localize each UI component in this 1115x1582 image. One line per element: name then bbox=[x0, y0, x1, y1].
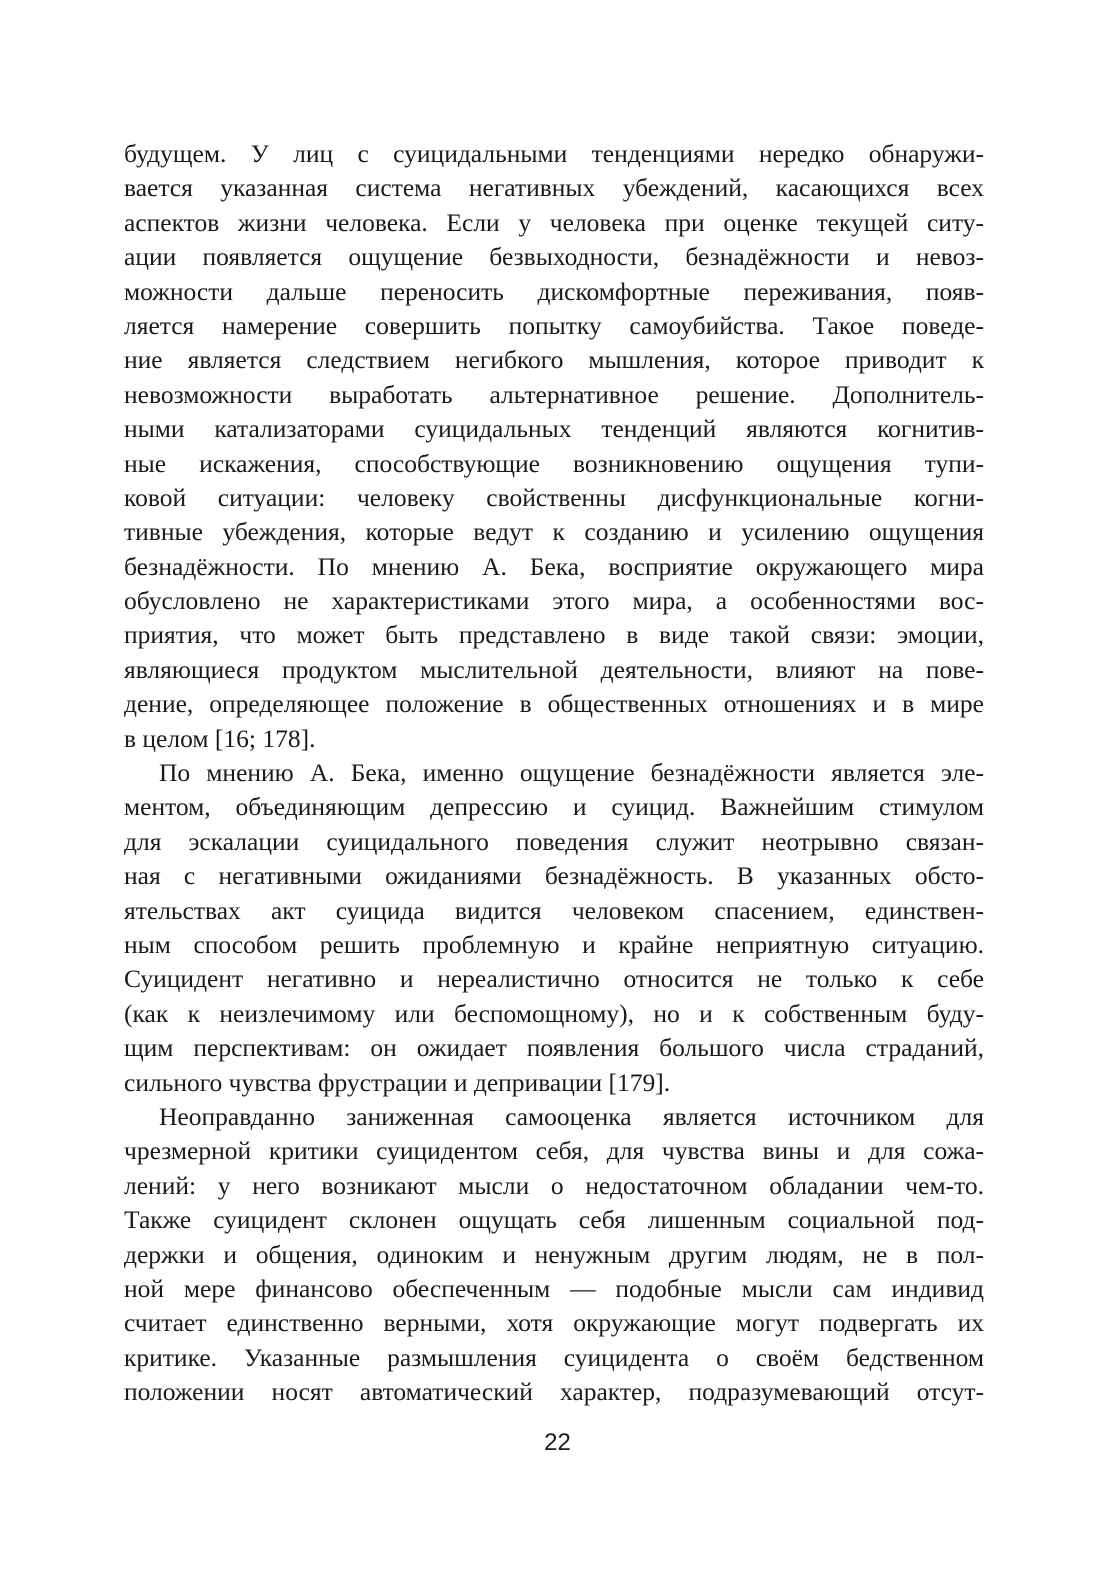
text-line: ным способом решить проблемную и крайне неприятную ситуацию. bbox=[124, 929, 984, 959]
text-line: положении носят автоматический характер, подразумевающий отсут- bbox=[124, 1377, 984, 1407]
paragraph-3 bbox=[124, 1100, 984, 1410]
text-line: щим перспективам: он ожидает появления большого числа страданий, bbox=[124, 1033, 984, 1063]
paragraph-1 bbox=[124, 137, 984, 756]
text-line: Суицидент негативно и нереалистично относится не только к себе bbox=[124, 964, 984, 994]
text-line: Неоправданно заниженная самооценка является источником для bbox=[159, 1101, 984, 1131]
text-line: По мнению А. Бека, именно ощущение безнадёжности является эле- bbox=[159, 758, 984, 788]
text-line: приятия, что может быть представлено в виде такой связи: эмоции, bbox=[124, 620, 984, 650]
text-line: аспектов жизни человека. Если у человека при оценке текущей ситу- bbox=[124, 207, 984, 237]
text-line: в целом [16; 178]. bbox=[124, 723, 316, 753]
text-line: тивные убеждения, которые ведут к созданию и усилению ощущения bbox=[124, 517, 984, 547]
text-line: сильного чувства фрустрации и депривации [179]. bbox=[124, 1067, 671, 1097]
text-line: (как к неизлечимому или беспомощному), но и к собственным буду- bbox=[124, 998, 984, 1028]
paragraph-2 bbox=[124, 756, 984, 1100]
page-body bbox=[124, 137, 984, 1409]
text-line: ные искажения, способствующие возникновению ощущения тупи- bbox=[124, 448, 984, 478]
text-line: держки и общения, одиноким и ненужным другим людям, не в пол- bbox=[124, 1239, 984, 1269]
text-line: ации появляется ощущение безвыходности, безнадёжности и невоз- bbox=[124, 242, 984, 272]
text-line: вается указанная система негативных убеждений, касающихся всех bbox=[124, 173, 984, 203]
text-line: чрезмерной критики суицидентом себя, для чувства вины и для сожа- bbox=[124, 1136, 984, 1166]
text-line: дение, определяющее положение в общественных отношениях и в мире bbox=[124, 689, 984, 719]
text-line: Также суицидент склонен ощущать себя лишенным социальной под- bbox=[124, 1205, 984, 1235]
text-line: невозможности выработать альтернативное решение. Дополнитель- bbox=[124, 379, 984, 409]
text-line: лений: у него возникают мысли о недостаточном обладании чем-то. bbox=[124, 1170, 984, 1200]
text-line: считает единственно верными, хотя окружающие могут подвергать их bbox=[124, 1308, 984, 1338]
text-line: можности дальше переносить дискомфортные переживания, появ- bbox=[124, 276, 984, 306]
text-line: ковой ситуации: человеку свойственны дисфункциональные когни- bbox=[124, 482, 984, 512]
text-line: ной мере финансово обеспеченным — подобные мысли сам индивид bbox=[124, 1273, 984, 1303]
page-number: 22 bbox=[544, 1429, 571, 1456]
text-line: ментом, объединяющим депрессию и суицид. Важнейшим стимулом bbox=[124, 792, 984, 822]
text-line: ляется намерение совершить попытку самоубийства. Такое поведе- bbox=[124, 310, 984, 340]
text-line: являющиеся продуктом мыслительной деятельности, влияют на пове- bbox=[124, 654, 984, 684]
text-line: ная с негативными ожиданиями безнадёжность. В указанных обсто- bbox=[124, 861, 984, 891]
text-line: обусловлено не характеристиками этого мира, а особенностями вос- bbox=[124, 586, 984, 616]
text-line: будущем. У лиц с суицидальными тенденциями нередко обнаружи- bbox=[124, 139, 984, 168]
text-line: ными катализаторами суицидальных тенденций являются когнитив- bbox=[124, 414, 984, 444]
text-line: безнадёжности. По мнению А. Бека, восприятие окружающего мира bbox=[124, 551, 984, 581]
text-line: ятельствах акт суицида видится человеком спасением, единствен- bbox=[124, 895, 984, 925]
text-line: ние является следствием негибкого мышления, которое приводит к bbox=[124, 345, 984, 375]
text-line: для эскалации суицидального поведения служит неотрывно связан- bbox=[124, 826, 984, 856]
text-line: критике. Указанные размышления суицидента о своём бедственном bbox=[124, 1342, 984, 1372]
